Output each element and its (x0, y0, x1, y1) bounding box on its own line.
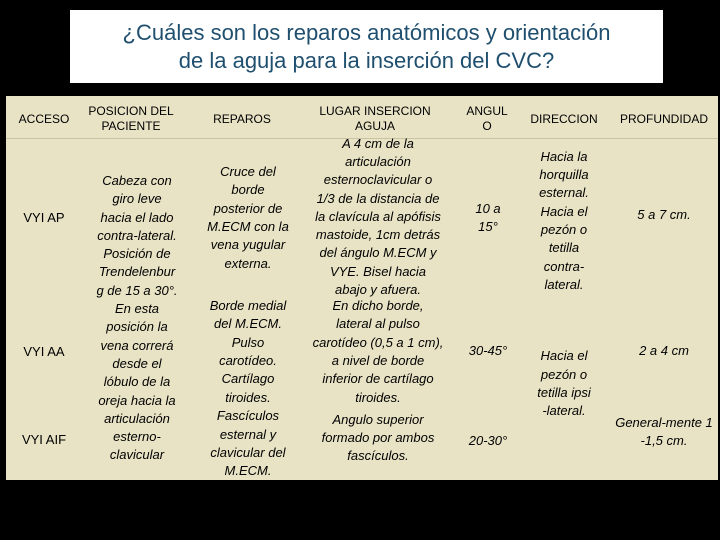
lugar-aif (302, 408, 454, 468)
direccion-line: tetilla ipsi (537, 385, 591, 400)
posicion-line: articulación (104, 410, 170, 426)
posicion-line: hacia el lado (100, 209, 174, 225)
lugar-line: abajo y afuera. (334, 282, 421, 298)
reparos-line: Cartílago (221, 371, 275, 387)
reparos-line: esternal y (219, 426, 277, 442)
reparos-ap (196, 162, 300, 274)
posicion-line: vena correrá (100, 337, 174, 353)
direccion-line: lateral. (544, 276, 584, 292)
lugar-line: tiroides. (355, 389, 401, 405)
lugar-line: del ángulo M.ECM y (319, 245, 437, 261)
header-direccion: DIRECCION (530, 111, 598, 126)
lugar-ap (302, 135, 454, 298)
direccion-line: -lateral. (542, 403, 586, 419)
reparos-line: tiroides. (225, 389, 271, 405)
title-line-1: ¿Cuáles son los reparos anatómicos y orientación (122, 20, 611, 45)
posicion-line: Cabeza con (102, 173, 172, 188)
reparos-line: clavicular del (210, 445, 286, 460)
lugar-line: carotídeo (0,5 a 1 cm), (312, 334, 444, 350)
reparos-line: Borde medial (209, 298, 287, 314)
reparos-aif (196, 404, 300, 480)
posicion-line: lóbulo de la (103, 374, 171, 390)
lugar-line: A 4 cm de la (342, 135, 414, 151)
posicion-line: Trendelenbur (98, 264, 176, 280)
header-profundidad: PROFUNDIDAD (619, 111, 708, 126)
lugar-line: Angulo superior (332, 411, 424, 427)
reparos-line: Pulso (231, 334, 265, 350)
reparos-line: externa. (224, 255, 272, 271)
direccion-line: Hacia el (540, 203, 588, 219)
posicion-line: oreja hacia la (98, 392, 176, 408)
posicion-line: desde el (112, 355, 162, 371)
header-angulo: ANGUL O (466, 104, 508, 133)
lugar-line: En dicho borde, (332, 298, 424, 314)
posicion-line: giro leve (112, 191, 162, 207)
direccion-line: pezón o (540, 366, 588, 382)
lugar-line: formado por ambos (321, 429, 435, 445)
row-label-vyi-aif: VYI AIF (21, 431, 67, 447)
reparos-line: borde (231, 182, 265, 198)
reparos-line: M.ECM con la (207, 219, 289, 234)
lugar-line: lateral al pulso (336, 316, 420, 332)
reparos-line: M.ECM. (224, 463, 272, 479)
reparos-line: Cruce del (220, 164, 276, 180)
reparos-line: vena yugular (210, 237, 286, 253)
direccion-line: contra- (543, 258, 585, 274)
reparos-line: posterior de (213, 200, 283, 216)
lugar-line: fascículos. (347, 448, 409, 464)
profundidad-aif: General-mente 1 -1,5 cm. (615, 414, 713, 448)
row-label-vyi-ap: VYI AP (23, 209, 65, 225)
reparos-aa (196, 296, 300, 408)
direccion-ap (520, 146, 608, 296)
lugar-line: esternoclavicular o (323, 172, 433, 188)
posicion-line: En esta (114, 301, 160, 317)
header-reparos: REPAROS (213, 111, 271, 126)
reparos-line: Fascículos (216, 408, 280, 424)
cvc-table (6, 96, 718, 480)
lugar-aa (302, 296, 454, 408)
angulo-aa: 30-45° (468, 342, 508, 358)
posicion-line: contra-lateral. (97, 227, 177, 243)
lugar-line: inferior de cartílago (322, 371, 434, 387)
lugar-line: VYE. Bisel hacia (329, 263, 427, 279)
direccion-line: tetilla (548, 240, 580, 256)
header-lugar: LUGAR INSERCION AGUJA (319, 104, 431, 133)
direccion-line: horquilla (539, 167, 589, 183)
direccion-line: Hacia la (540, 148, 588, 164)
lugar-line: 1/3 de la distancia de (316, 190, 440, 206)
posicion-line: posición la (106, 319, 168, 335)
posicion-line: Posición de (103, 246, 171, 262)
direccion-line: pezón o (540, 222, 588, 237)
direccion-aa-aif (520, 344, 608, 424)
lugar-line: la clavícula al apófisis (315, 208, 441, 224)
posicion-line: esterno- (113, 429, 161, 445)
header-posicion: POSICION DEL PACIENTE (88, 104, 174, 133)
slide-title (70, 10, 663, 83)
posicion-text (84, 172, 190, 463)
lugar-line: mastoide, 1cm detrás (315, 227, 441, 243)
profundidad-aa: 2 a 4 cm (639, 342, 689, 358)
profundidad-ap: 5 a 7 cm. (637, 206, 691, 222)
lugar-line: articulación (345, 153, 411, 169)
title-line-2: de la aguja para la inserción del CVC? (178, 48, 555, 73)
lugar-line: a nivel de borde (331, 353, 425, 368)
reparos-line: carotídeo. (219, 353, 277, 368)
row-label-vyi-aa: VYI AA (23, 343, 65, 359)
header-acceso: ACCESO (18, 111, 70, 126)
posicion-line: g de 15 a 30°. (96, 282, 178, 298)
posicion-line: clavicular (109, 447, 165, 463)
reparos-line: del M.ECM. (214, 316, 282, 332)
angulo-aif: 20-30° (468, 432, 508, 448)
direccion-line: esternal. (539, 185, 589, 201)
angulo-ap: 10 a 15° (475, 200, 501, 234)
direccion-line: Hacia el (540, 348, 588, 364)
